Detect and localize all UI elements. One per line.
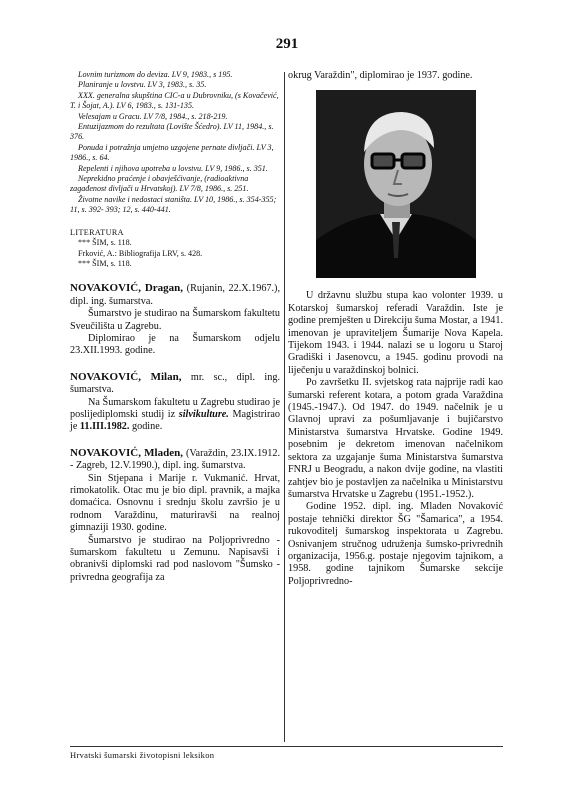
literature-title: LITERATURA: [70, 227, 124, 237]
literature-item: *** ŠIM, s. 118.: [78, 258, 132, 268]
bibliography-item: [70, 195, 280, 216]
portrait-photo: [316, 90, 476, 278]
column-divider: [284, 72, 285, 742]
bibliography-item: [70, 91, 280, 112]
entry-italic-term: silvikulture.: [178, 408, 229, 420]
entry-name: NOVAKOVIĆ, Milan,: [70, 370, 182, 383]
bibliography-text: Životne navike i nedostaci staništa. LV 10, 1986., s. 354-355; 11, s. 392- 393; 12, s. 440-441.: [70, 194, 277, 215]
entry-paragraph: Po završetku II. svjetskog rata najprije radi kao šumarski referent kotara, a potom grada Varaždina (1945.-1947.). Od 1947. do 1949. načelnik je u Glavnoj upravi za pošumljavanje i bujičarstvo Ministarstva šumarstva Hrvatske. Godine 1949. posebnim je dekretom imenovan načelnikom sektora za uzgajanje šuma Ministarstva šumarstva FNRJ u Beogradu, a nakon dvije godine, na vlastiti zahtjev bio je postavljen za načelnika u Ministarstvu šumarstva Hrvatske u Zagrebu (1951.-1952.).: [288, 377, 503, 500]
entry-paragraph: Diplomirao je na Šumarskom odjelu 23.XII.1993. godine.: [70, 332, 280, 357]
bibliography-item: [70, 70, 280, 80]
bibliography-text: Entuzijazmom do rezultata (Lovište Šćedro). LV 11, 1984., s. 376.: [70, 122, 274, 142]
bibliography-text: Velesajam u Gracu. LV 7/8, 1984., s. 218-219.: [78, 111, 228, 121]
entry-paragraph: U državnu službu stupa kao volonter 1939. u Kotarskoj šumarskoj referadi Varaždin. Iste je godine premješten u Direkciju šuma Mostar, a 1941. imenovan je upraviteljem Šumarije Nova Kapela. Tijekom 1943. i 1944. nalazi se u logoru u Staroj Gradiški i Jasenovcu, a 1945. godinu provodi na liječenju u varaždinskoj bolnici.: [288, 290, 503, 376]
entry-name: NOVAKOVIĆ, Dragan,: [70, 282, 184, 295]
entry-paragraph: Sin Stjepana i Marije r. Vukmanić. Hrvat, rimokatolik. Otac mu je bio dipl. pravnik, a majka domaćica. Osnovnu i srednju školu završio je u rodnom Varaždinu, maturiravši na realnoj gimnaziji 1930. godine.: [70, 472, 280, 534]
page-number: 291: [275, 36, 299, 52]
bibliography-item: [70, 164, 280, 174]
bibliography-text: XXX. generalna skupština CIC-a u Dubrovniku, (s Kovačević, T. i Šojat, A.). LV 6, 1983., s. 131-135.: [70, 90, 279, 111]
bibliography-text: Planiranje u lovstvu. LV 3, 1983., s. 35.: [78, 80, 207, 90]
page-footer: Hrvatski šumarski životopisni leksikon: [70, 750, 215, 760]
bibliography-list: [70, 70, 280, 216]
left-column: [70, 70, 280, 584]
entry-head-text: mr. sc., dipl. ing. šumarstva.: [70, 371, 280, 396]
entry-date: 11.III.1982.: [79, 421, 130, 433]
right-column: [288, 70, 503, 588]
entry-mladen: [70, 447, 280, 584]
entry-head-text: (Rujanin, 22.X.1967.), dipl. ing. šumarstva.: [70, 283, 280, 307]
bibliography-item: [70, 80, 280, 90]
literature-section: [70, 228, 280, 270]
bibliography-item: [70, 112, 280, 122]
footer-rule: [70, 746, 503, 747]
literature-item: *** ŠIM, s. 118.: [78, 238, 132, 248]
portrait-illustration: [316, 90, 476, 278]
entry-dragan: [70, 282, 280, 357]
bibliography-text: Ponuda i potražnja umjetno uzgojene pernate divljači. LV 3, 1986., s. 64.: [70, 142, 274, 163]
bibliography-text: Repelenti i njihova upotreba u lovstvu. LV 9, 1986., s. 351.: [78, 163, 268, 173]
entry-heading: [70, 447, 280, 473]
entry-head-text: (Varaždin, 23.IX.1912. - Zagreb, 12.V.1990.), dipl. ing. šumarstva.: [70, 447, 280, 472]
entry-heading: [70, 282, 280, 308]
bibliography-text: Neprekidno praćenje i obavješćivanje, (radioaktivna zagađenost divljači u Hrvatskoj). LV 7/8, 1986., s. 251.: [70, 174, 249, 194]
entry-name: NOVAKOVIĆ, Mladen,: [70, 446, 183, 459]
entry-heading: [70, 371, 280, 397]
bibliography-item: [70, 174, 280, 195]
entry-paragraph: okrug Varaždin", diplomirao je 1937. godine.: [288, 70, 473, 81]
bibliography-item: [70, 122, 280, 143]
entry-milan: [70, 371, 280, 434]
entry-paragraph: Šumarstvo je studirao na Poljoprivredno - šumarskom fakultetu u Zemunu. Napisavši i obranivši diplomski rad pod naslovom "Šumsko - privredna geografija za: [70, 534, 280, 583]
entry-text: godine.: [132, 421, 163, 433]
entry-paragraph: [70, 397, 280, 434]
entry-paragraph: Godine 1952. dipl. ing. Mladen Novaković postaje tehnički direktor ŠG "Šamarica", a 1954. rukovoditelj šumarskog inspektorata u Zagrebu. Osnivanjem stručnog udruženja šumsko-privrednih organizacija, 1956.g. postaje njegovim tajnikom, a 1958. godine tajnikom Šumarske sekcije Poljoprivredno-: [288, 501, 503, 587]
entry-paragraph: Šumarstvo je studirao na Šumarskom fakultetu Sveučilišta u Zagrebu.: [70, 308, 280, 332]
bibliography-item: [70, 143, 280, 164]
literature-item: Frković, A.: Bibliografija LRV, s. 428.: [78, 248, 203, 258]
bibliography-text: Lovnim turizmom do deviza. LV 9, 1983., s 195.: [78, 70, 233, 79]
entry-text: Magistrirao je: [70, 408, 280, 433]
entry-text: Na Šumarskom fakultetu u Zagrebu studirao je poslijediplomski studij iz: [70, 396, 280, 420]
